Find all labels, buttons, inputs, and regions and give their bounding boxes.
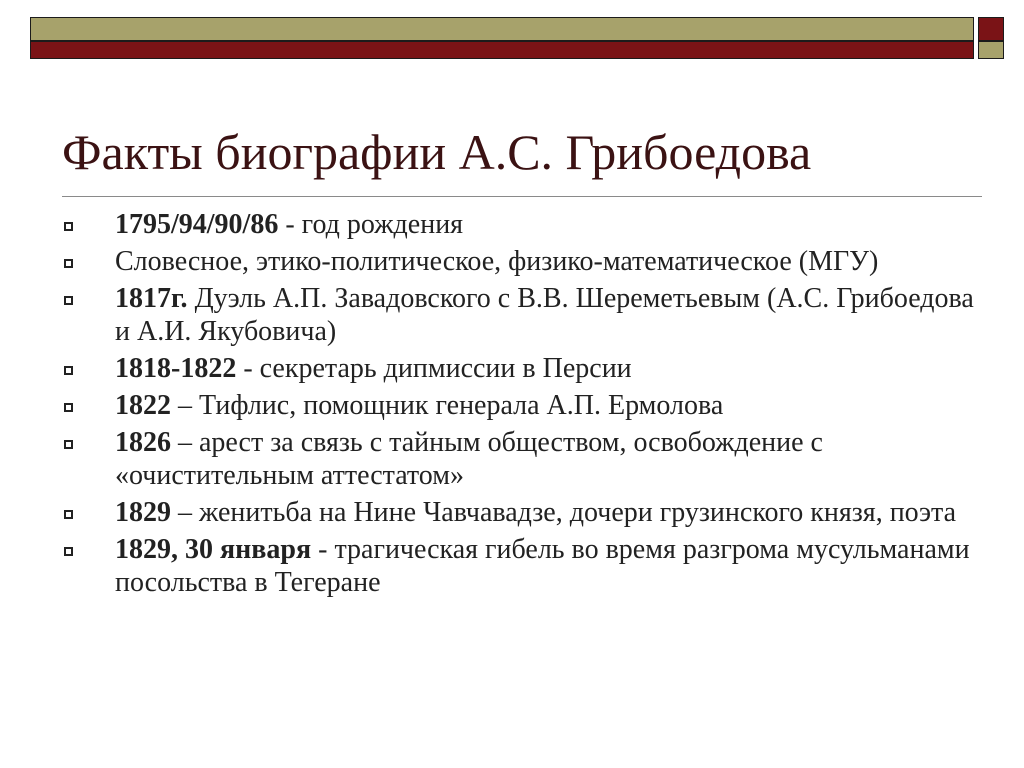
slide-title: Факты биографии А.С. Грибоедова <box>62 124 812 180</box>
square-bullet-icon <box>64 440 73 449</box>
bullet-text: Дуэль А.П. Завадовского с В.В. Шереметьевым (А.С. Грибоедова и А.И. Якубовича) <box>115 283 974 347</box>
bullet-item <box>62 496 992 529</box>
bullet-text: – женитьба на Нине Чавчавадзе, дочери грузинского князя, поэта <box>171 497 957 528</box>
bullet-text: Словесное, этико-политическое, физико-математическое (МГУ) <box>115 246 879 277</box>
bullet-item <box>62 245 992 278</box>
bullet-item <box>62 426 992 492</box>
bullet-text: - год рождения <box>278 209 464 240</box>
title-divider <box>62 196 982 197</box>
bullet-item <box>62 282 992 348</box>
decorative-header-band <box>30 17 1004 61</box>
bullet-date: 1795/94/90/86 <box>115 209 279 240</box>
bullet-date: 1826 <box>115 427 171 458</box>
bullet-list <box>62 208 992 603</box>
bullet-item <box>62 352 992 385</box>
bullet-text: - трагическая гибель во время разгрома мусульманами посольства в Тегеране <box>115 534 970 598</box>
bullet-date: 1822 <box>115 390 171 421</box>
bullet-text: – Тифлис, помощник генерала А.П. Ермолова <box>171 390 724 421</box>
square-bullet-icon <box>64 222 73 231</box>
header-band-red <box>30 41 974 59</box>
header-square-red <box>978 17 1004 41</box>
bullet-date: 1817г. <box>115 283 188 314</box>
bullet-text: - секретарь дипмиссии в Персии <box>236 353 632 384</box>
bullet-date: 1818-1822 <box>115 353 237 384</box>
square-bullet-icon <box>64 366 73 375</box>
bullet-date: 1829, 30 января <box>115 534 312 565</box>
bullet-text: – арест за связь с тайным обществом, освобождение с «очистительным аттестатом» <box>115 427 823 491</box>
bullet-item <box>62 208 992 241</box>
square-bullet-icon <box>64 403 73 412</box>
square-bullet-icon <box>64 510 73 519</box>
bullet-date: 1829 <box>115 497 171 528</box>
square-bullet-icon <box>64 259 73 268</box>
square-bullet-icon <box>64 547 73 556</box>
bullet-item <box>62 533 992 599</box>
bullet-item <box>62 389 992 422</box>
square-bullet-icon <box>64 296 73 305</box>
header-band-olive <box>30 17 974 41</box>
header-square-olive <box>978 41 1004 59</box>
